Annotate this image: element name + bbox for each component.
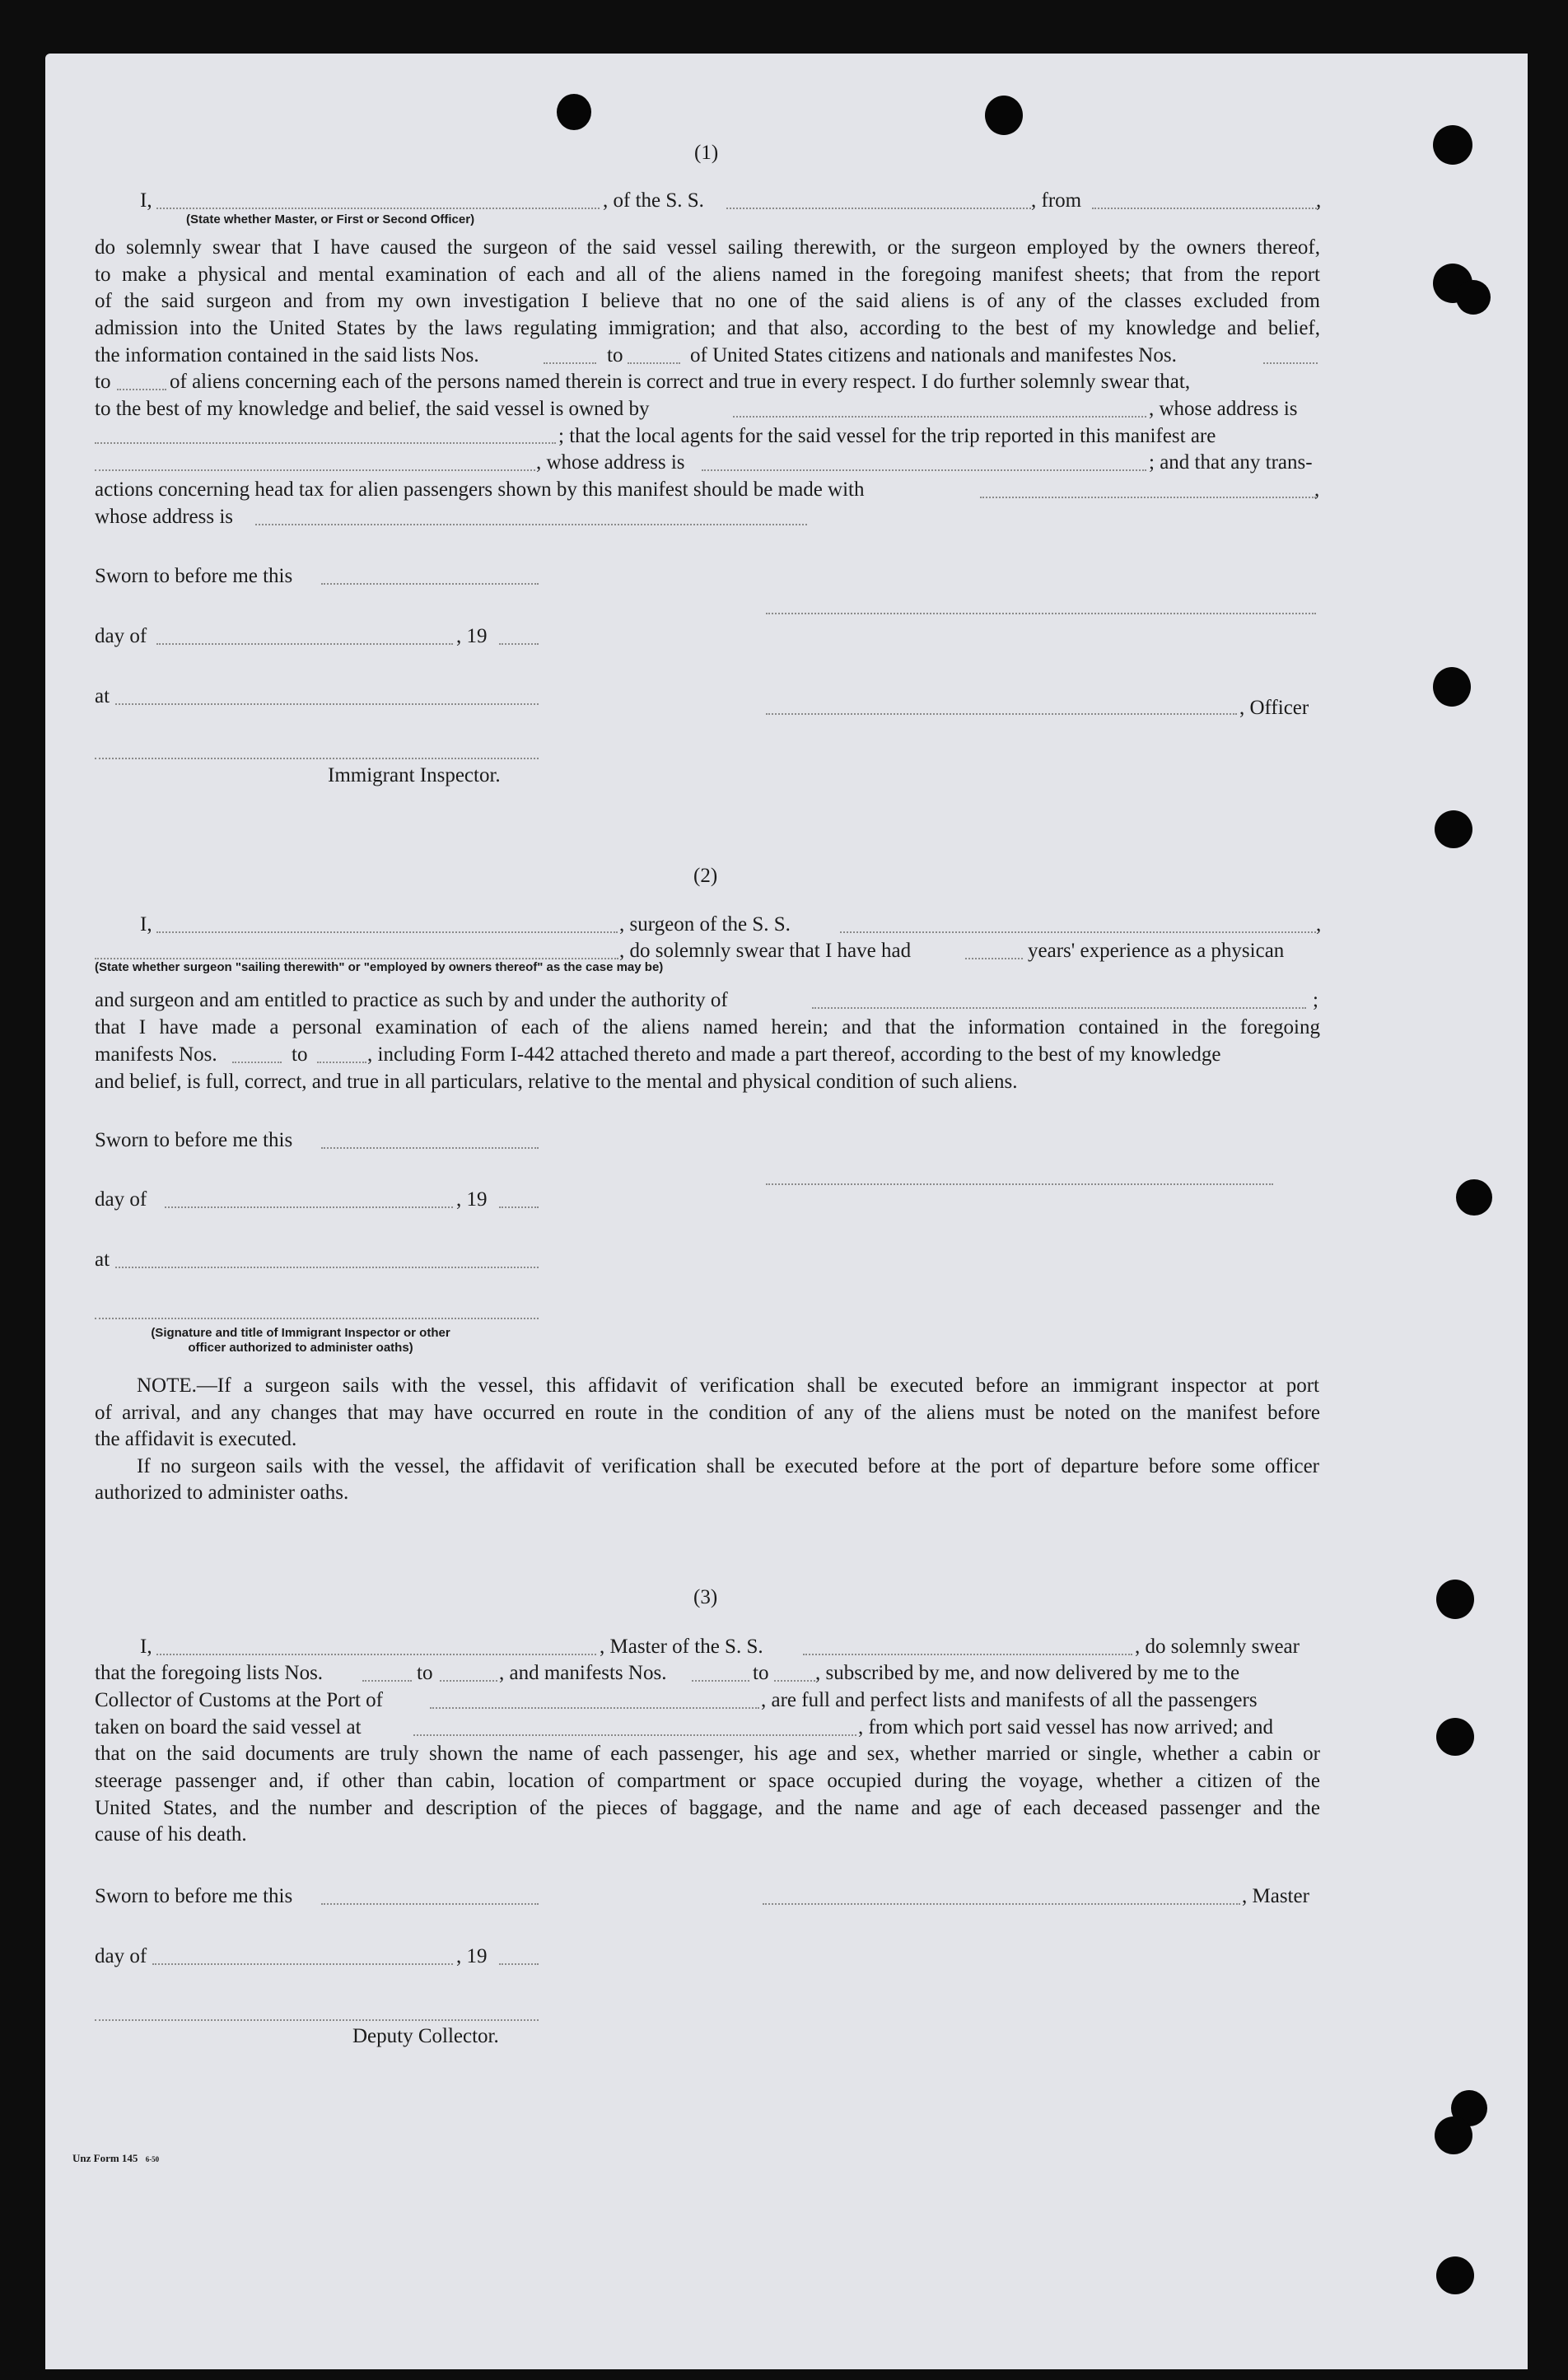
officer-signature-line-1[interactable]	[766, 613, 1316, 614]
deputy-signature-line[interactable]	[95, 2019, 539, 2021]
sworn-day-field[interactable]	[321, 1903, 539, 1905]
line-semicolon: ;	[1313, 989, 1318, 1011]
sworn-year-field[interactable]	[499, 643, 539, 645]
vessel-name-field[interactable]	[726, 208, 1031, 209]
sworn-month-field[interactable]	[165, 1206, 453, 1208]
signature-title-note	[115, 1326, 486, 1356]
sworn-month-field[interactable]	[156, 643, 453, 645]
punch-hole	[557, 94, 591, 130]
owned-by-label: to the best of my knowledge and belief, the said vessel is owned by	[95, 398, 650, 420]
sworn-month-field[interactable]	[152, 1963, 453, 1965]
head-tax-label: actions concerning head tax for alien passengers shown by this manifest should be made with	[95, 478, 865, 501]
punch-hole	[1456, 280, 1491, 315]
sworn-place-field[interactable]	[115, 1267, 539, 1268]
documents-line: steerage passenger and, if other than cabin, location of compartment or space occupied during the voyage, whether a citizen of the	[95, 1770, 1320, 1792]
year-label: , 19	[456, 1945, 488, 1967]
manifests-from-field[interactable]	[1263, 362, 1318, 364]
sworn-year-field[interactable]	[499, 1963, 539, 1965]
officer-rank-note: (State whether Master, or First or Second Officer)	[186, 212, 475, 226]
i-label: I,	[140, 189, 152, 212]
master-name-field[interactable]	[156, 1654, 596, 1655]
aliens-concerning-text: of aliens concerning each of the persons named therein is correct and true in every respect. I do further solemnly swear that,	[170, 371, 1191, 393]
note-line: NOTE.—If a surgeon sails with the vessel, this affidavit of verification shall be executed before an immigrant inspector at port	[137, 1374, 1319, 1397]
port-field[interactable]	[430, 1707, 759, 1709]
local-agents-label: ; that the local agents for the said vessel for the trip reported in this manifest are	[558, 425, 1216, 447]
master-of-ss-label: , Master of the S. S.	[600, 1636, 763, 1658]
note-line: authorized to administer oaths.	[95, 1482, 349, 1504]
surgeon-of-ss-label: , surgeon of the S. S.	[619, 913, 791, 936]
line-comma: ,	[1316, 913, 1322, 936]
sworn-label: Sworn to before me this	[95, 1129, 293, 1151]
master-vessel-field[interactable]	[803, 1654, 1132, 1655]
solemnly-swear-label: , do solemnly swear	[1135, 1636, 1300, 1658]
manifests-nos-label: manifests Nos.	[95, 1043, 217, 1066]
master-lists-from-field[interactable]	[362, 1680, 412, 1682]
local-agents-field[interactable]	[95, 469, 535, 471]
head-tax-address-field[interactable]	[255, 524, 807, 525]
to-label: to	[292, 1043, 308, 1066]
master-manifests-from-field[interactable]	[692, 1680, 749, 1682]
sworn-place-field[interactable]	[115, 703, 539, 705]
agents-address-label: , whose address is	[536, 451, 685, 474]
master-lists-to-field[interactable]	[440, 1680, 497, 1682]
line-comma: ,	[1314, 478, 1320, 501]
punch-hole	[985, 96, 1023, 135]
sworn-year-field[interactable]	[499, 1206, 539, 1208]
years-experience-label: , do solemnly swear that I have had	[619, 940, 912, 962]
to-label: to	[753, 1662, 769, 1684]
surgeon-status-note: (State whether surgeon "sailing therewith" or "employed by owners thereof" as the case may be)	[95, 960, 664, 974]
deputy-collector-label: Deputy Collector.	[352, 2025, 499, 2047]
whose-address-label: whose address is	[95, 506, 234, 528]
form-i442-text: , including Form I-442 attached thereto and made a part thereof, according to the best of my knowledge	[367, 1043, 1221, 1066]
collector-port-label: Collector of Customs at the Port of	[95, 1689, 383, 1711]
surgeon-manifests-from-field[interactable]	[232, 1062, 282, 1063]
section-1-number: (1)	[694, 142, 719, 164]
punch-hole	[1436, 2256, 1474, 2294]
i-label: I,	[140, 913, 152, 936]
punch-hole	[1436, 1718, 1474, 1756]
lists-from-field[interactable]	[544, 362, 596, 364]
note-line: of arrival, and any changes that may have occurred en route in the condition of any of the aliens must be noted on the manifest before	[95, 1402, 1320, 1424]
section-3-number: (3)	[693, 1586, 718, 1608]
agents-address-field[interactable]	[702, 469, 1146, 471]
belief-line: and belief, is full, correct, and true in all particulars, relative to the mental and physical condition of such aliens.	[95, 1071, 1018, 1093]
inspector-signature-line[interactable]	[95, 758, 539, 759]
punch-hole	[1435, 2116, 1472, 2154]
years-experience-field[interactable]	[965, 958, 1023, 959]
to-label: to	[95, 371, 111, 393]
head-tax-field[interactable]	[980, 497, 1316, 498]
perfect-lists-text: , are full and perfect lists and manifests of all the passengers	[761, 1689, 1258, 1711]
foregoing-lists-label: that the foregoing lists Nos.	[95, 1662, 324, 1684]
day-of-label: day of	[95, 625, 147, 647]
i-label: I,	[140, 1636, 152, 1658]
documents-line: that on the said documents are truly shown the name of each passenger, his age and sex, whether married or single, whether a cabin or	[95, 1743, 1320, 1765]
punch-hole	[1456, 1179, 1492, 1216]
surgeon-name-field[interactable]	[156, 931, 618, 933]
from-label: , from	[1031, 189, 1082, 212]
authority-field[interactable]	[812, 1007, 1306, 1009]
master-label: , Master	[1242, 1885, 1309, 1907]
form-code: 6-50	[145, 2155, 160, 2163]
surgeon-vessel-field[interactable]	[840, 931, 1316, 933]
physician-label: years' experience as a physican	[1028, 940, 1285, 962]
owner-field[interactable]	[733, 416, 1146, 418]
oath-line: to make a physical and mental examination of each and all of the aliens named in the foregoing manifest sheets; that from the report	[95, 264, 1320, 286]
lists-nos-label: the information contained in the said lists Nos.	[95, 344, 479, 366]
punch-hole	[1433, 125, 1472, 165]
surgeon-status-field[interactable]	[95, 958, 618, 959]
form-id-label: Unz Form 145	[72, 2152, 138, 2164]
sworn-day-field[interactable]	[321, 583, 539, 585]
inspector-signature-line[interactable]	[95, 1318, 539, 1319]
at-label: at	[95, 1248, 110, 1271]
documents-line: United States, and the number and description of the pieces of baggage, and the name and age of each deceased passenger and the	[95, 1797, 1320, 1819]
oath-line: of the said surgeon and from my own investigation I believe that no one of the said aliens is of any of the classes excluded from	[95, 290, 1320, 312]
note-line: the affidavit is executed.	[95, 1428, 297, 1450]
sworn-label: Sworn to before me this	[95, 565, 293, 587]
officer-signature-line-2[interactable]	[766, 713, 1237, 715]
section-2-number: (2)	[693, 865, 718, 887]
subscribed-text: , subscribed by me, and now delivered by me to the	[815, 1662, 1240, 1684]
at-label: at	[95, 685, 110, 707]
oath-line: admission into the United States by the laws regulating immigration; and that also, according to the best of my knowledge and belief,	[95, 317, 1320, 339]
surgeon-signature-line[interactable]	[766, 1183, 1273, 1185]
immigrant-inspector-label: Immigrant Inspector.	[328, 764, 501, 786]
embarkation-port-field[interactable]	[413, 1734, 856, 1736]
punch-hole	[1435, 810, 1472, 848]
form-id	[72, 2151, 159, 2167]
punch-hole	[1433, 667, 1471, 707]
year-label: , 19	[456, 625, 488, 647]
officer-name-field[interactable]	[156, 208, 600, 209]
year-label: , 19	[456, 1188, 488, 1211]
master-manifests-to-field[interactable]	[774, 1680, 815, 1682]
owner-address-field[interactable]	[95, 442, 556, 444]
signature-title-note-line: officer authorized to administer oaths)	[188, 1341, 413, 1355]
citizens-label: of United States citizens and nationals and manifestes Nos.	[690, 344, 1177, 366]
documents-line: cause of his death.	[95, 1823, 247, 1846]
and-manifests-label: , and manifests Nos.	[499, 1662, 667, 1684]
master-signature-line[interactable]	[763, 1903, 1240, 1905]
day-of-label: day of	[95, 1945, 147, 1967]
examination-line: that I have made a personal examination of each of the aliens named herein; and that the information contained in the foregoing	[95, 1016, 1320, 1038]
note-line: If no surgeon sails with the vessel, the affidavit of verification shall be executed before at the port of departure before some officer	[137, 1455, 1319, 1477]
sworn-day-field[interactable]	[321, 1147, 539, 1149]
to-label: to	[607, 344, 623, 366]
from-port-field[interactable]	[1092, 208, 1319, 209]
day-of-label: day of	[95, 1188, 147, 1211]
any-transactions-label: ; and that any trans-	[1149, 451, 1313, 474]
authority-label: and surgeon and am entitled to practice as such by and under the authority of	[95, 989, 728, 1011]
officer-label: , Officer	[1239, 697, 1309, 719]
oath-line: do solemnly swear that I have caused the surgeon of the said vessel sailing therewith, or the surgeon employed by the owners thereof,	[95, 236, 1320, 259]
sworn-label: Sworn to before me this	[95, 1885, 293, 1907]
manifests-to-field[interactable]	[117, 389, 166, 390]
line-comma: ,	[1316, 189, 1322, 212]
of-the-ss-label: , of the S. S.	[603, 189, 704, 212]
owner-address-label: , whose address is	[1149, 398, 1298, 420]
signature-title-note-line: (Signature and title of Immigrant Inspector or other	[151, 1326, 450, 1340]
lists-to-field[interactable]	[628, 362, 680, 364]
arrived-text: , from which port said vessel has now arrived; and	[858, 1716, 1274, 1738]
to-label: to	[417, 1662, 433, 1684]
punch-hole	[1436, 1580, 1474, 1619]
taken-on-board-label: taken on board the said vessel at	[95, 1716, 362, 1738]
surgeon-manifests-to-field[interactable]	[317, 1062, 366, 1063]
